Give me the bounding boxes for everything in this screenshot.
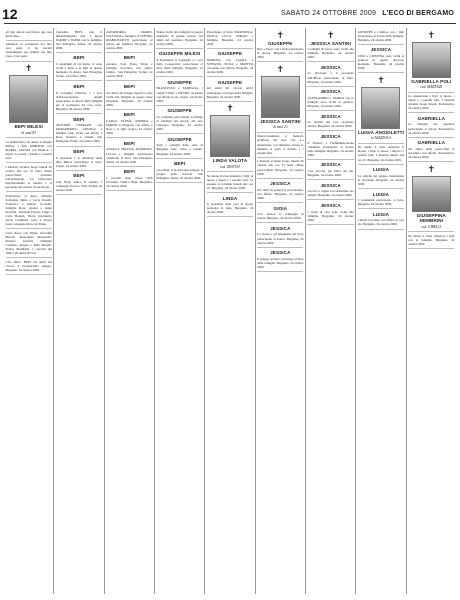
obituary-notice	[6, 229, 52, 258]
notice-text: Ciao Jessica, le compagne di scuola. Bergamo, 24 ottobre 2009.	[257, 212, 304, 221]
notice-text: Ciao piccola, gli amici del bar. Bergamo, 24 ottobre 2009.	[307, 168, 354, 178]
obituary-notice	[358, 73, 404, 144]
deceased-name: LUIGIA	[372, 191, 390, 197]
portrait-photo	[412, 176, 451, 212]
obituary-notice	[207, 49, 253, 77]
obituary-column	[356, 28, 406, 594]
obituary-notice	[156, 106, 202, 134]
obituary-notice	[106, 110, 152, 138]
notice-text: La direzione e il personale dell'ufficio partecipano al lutto. Bergamo, 24 ottobre 2009.	[307, 71, 354, 84]
newspaper-name: L'ECO DI BERGAMO	[382, 10, 454, 17]
obituary-notice	[207, 28, 253, 49]
obituary-notice	[257, 62, 303, 133]
notice-text: I coscritti della classe 1926 ricordano l'amico Bepi. Bergamo, 24 ottobre 2009.	[106, 175, 153, 189]
notice-text: Partecipano al lutto: famiglia Sonzogni, Mario e Lucia Pesenti, Francesco e Marisa Locatelli, famiglia Rota, Gianni e Anna Previtali, Adelaide Ferrari, Luigi e Carla Bonetti, Pietro Invernizzi, Silvia Carminati, Gino e Teresa Gotti, Giuseppe Rota con Elena.	[5, 193, 52, 227]
notice-text: La classe e gli insegnanti del liceo partecipano al dolore. Bergamo, 24 ottobre 2009.	[257, 232, 304, 245]
notice-text: Il Consiglio Direttivo e i soci dell'Associazione Alpini partecipano al dolore della famiglia per la scomparsa del caro socio. Bergamo, 24 ottobre 2009.	[55, 90, 103, 111]
obituary-notice	[106, 167, 152, 191]
deceased-name: BEPI	[73, 149, 85, 155]
obituary-notice	[6, 163, 52, 192]
obituary-notice	[156, 159, 202, 183]
obituary-notice	[408, 138, 454, 162]
cross-icon: ✝	[377, 74, 385, 85]
notice-text: Gli amici del Gruppo Sportivo sono vicini alla famiglia in questo triste momento. Bergamo, 24 ottobre 2009.	[106, 90, 153, 107]
obituary-notice	[106, 138, 152, 166]
deceased-name: JESSICA	[270, 181, 291, 187]
deceased-name: BEPI	[174, 161, 186, 167]
obituary-notice	[156, 134, 202, 158]
deceased-name: BEPI MILESI	[14, 124, 43, 130]
obituary-notice	[257, 203, 303, 223]
notice-text: Ne danno il triste annuncio i figli con le famiglie. Bergamo, 24 ottobre 2009.	[408, 233, 455, 246]
obituary-notice	[408, 28, 454, 93]
obituary-notice	[56, 114, 102, 147]
notice-text: Carlo Rossi con Maria, Giovanni Bertoli, Alessandra Mazzoleni, Roberto Arnoldi, Famiglia Cattaneo, Angelo e Rina Moretti, Franca Brembilla, i coscritti del 1926 e gli amici del bar.	[5, 230, 52, 256]
notice-text: Gli amici del circolo ACLI partecipano al dolore della famiglia. Bergamo, 24 ottobre 2009.	[206, 86, 254, 99]
notice-text: GIUSEPPE e CARLA con i figli partecipano al dolore della famiglia. Bergamo, 24 ottobre 2009.	[357, 29, 405, 42]
obituary-column	[256, 28, 306, 594]
notice-text: I colleghi di lavoro sono vicini alla famiglia. Bergamo, 24 ottobre 2009.	[307, 47, 354, 60]
deceased-subtitle: ved. GIRELLI	[421, 224, 442, 229]
notice-text: Tutti i colleghi della sede di Bergamo sono vicini a Gianni. Bergamo, 24 ottobre 2009.	[156, 143, 203, 156]
deceased-name: JESSICA	[270, 250, 291, 256]
obituary-column	[105, 28, 155, 594]
notice-text: ANGELA, MILENA, MAURIZIO, LUCIA e famiglie partecipano commossi al lutto. San Pellegrino Terme, 24 ottobre 2009.	[106, 147, 153, 164]
page-number: 12	[2, 6, 18, 22]
portrait-photo	[412, 42, 451, 78]
deceased-name: GIUSEPPINA NEMBRINI	[416, 212, 446, 224]
notice-text: I nipoti ricordano con affetto la cara zia. Bergamo, 24 ottobre 2009.	[357, 218, 405, 227]
obituary-notice	[408, 232, 454, 249]
deceased-subtitle: di anni 83	[21, 130, 36, 135]
deceased-name: JESSICA	[370, 47, 392, 53]
notice-text: La comunità parrocchiale si stringe ai familiari nel ricordo del caro Giuseppe. Bergamo, 24 ottobre 2009.	[156, 114, 203, 132]
deceased-name: GIUSEPPE	[217, 79, 243, 85]
obituary-notice	[257, 223, 303, 247]
obituary-notice	[307, 131, 353, 159]
obituary-notice	[156, 49, 202, 77]
cross-icon: ✝	[24, 63, 33, 74]
notice-text: Carissimo BEPI, non ti dimenticheremo mai. I nipoti PARIDE e FABIO con le famiglie. San Pellegrino Terme, 24 ottobre 2009.	[55, 29, 103, 50]
obituary-notice	[56, 28, 102, 53]
deceased-name: LUIGIA ANGIOLETTI	[357, 129, 404, 135]
obituary-notice	[6, 138, 52, 163]
deceased-name: JESSICA	[320, 113, 341, 119]
portrait-photo	[261, 76, 300, 118]
deceased-name: GABRIELLA	[417, 140, 446, 146]
obituary-notice	[56, 171, 102, 195]
obituary-notice	[358, 144, 404, 165]
obituary-notice	[408, 93, 454, 114]
notice-text: Improvvisamente è mancata all'affetto dei suoi cari. Lo annunciano con immenso dolore la mamma, il papà, il fratello e i parenti tutti.	[257, 134, 304, 155]
deceased-name: GIUSEPPE	[167, 136, 192, 142]
notice-text: Ciao amico. BEPI. Gli amici del circolo ti ricorderanno sempre. Bergamo, 24 ottobre 2009.	[5, 259, 52, 273]
notice-text: Annuncio la scomparsa del mio caro papà, ci ha lasciati serenamente: per sempre nel mio cuore. Ciao papà.	[5, 42, 52, 59]
obituary-notice	[257, 133, 303, 158]
notice-text: Gli amici della parrocchia la ricordano con affetto. Ponteranica, 24 ottobre 2009.	[408, 146, 455, 160]
notice-text: PATRIZIA con LAURA e STEFANO, ELISA e MATTEO ricordano con affetto. Bergamo, 24 ottobre 2009.	[206, 57, 254, 75]
obituary-notice	[307, 62, 353, 86]
obituary-notice	[207, 77, 253, 101]
notice-text: Ciao Bepi, amico di sempre. I compagni di pesca. Villa d'Almè, 24 ottobre 2009.	[55, 180, 103, 193]
obituary-notice	[257, 179, 303, 203]
notice-text: Il gruppo sportivo partecipa al lutto della famiglia. Bergamo, 24 ottobre 2009.	[257, 256, 304, 270]
obituary-notice	[358, 209, 404, 229]
obituary-notice	[307, 160, 353, 180]
notice-text: Ne danno il triste annuncio il marito, i figli, le nuore, i nipoti e i parenti tutti. I funerali lunedì alle ore 10. Bergamo, 24 ottobre 2009.	[357, 145, 405, 162]
obituary-notice	[358, 165, 404, 189]
obituary-notice	[307, 28, 353, 62]
deceased-name: GIUSEPPE	[167, 79, 192, 85]
obituary-notice	[358, 28, 404, 45]
notice-text: ZANANDREA MARIO, GIULIANA e famiglie, il CENTRO RIABILITATIVO partecipano al dolore dei familiari. Bergamo, 24 ottobre 2009.	[106, 29, 153, 50]
notice-text: Il Sindaco e l'Amministrazione comunale partecipano al dolore della famiglia. Bergamo, 24 ottobre 2009.	[307, 140, 354, 157]
deceased-name: LINDA	[222, 195, 238, 201]
deceased-name: GABRIELLA	[417, 115, 446, 121]
obituary-notice	[358, 45, 404, 73]
notice-text: I condomini di via Roma 12 sono vicini a Rosa e ai figli in questo momento di dolore. San Pellegrino Terme, 24 ottobre 2009.	[55, 62, 103, 79]
portrait-photo	[361, 87, 400, 129]
obituary-notice	[156, 77, 202, 105]
deceased-name: GIUSEPPE	[268, 40, 293, 46]
notice-text: Siamo vicini alla famiglia in questo momento di grande dolore. Gli amici del quartiere. Bergamo, 24 ottobre 2009.	[156, 29, 203, 46]
obituary-notice	[6, 41, 52, 62]
obituary-notice	[106, 28, 152, 53]
notice-text: I funerali avranno luogo lunedì 26 ottobre alle ore 15 nella chiesa parrocchiale. Bergamo, 24 ottobre 2009.	[257, 159, 304, 176]
deceased-name: BEPI	[73, 173, 85, 179]
deceased-name: BEPI	[123, 83, 135, 89]
deceased-name: LUIGIA	[372, 167, 390, 173]
obituary-notice	[207, 172, 253, 193]
obituary-notice	[358, 189, 404, 209]
deceased-name: JESSICA	[320, 202, 341, 208]
notice-text: EZIO e CRISTINA sono vicini ai genitori in questo doloroso momento. Bergamo, 24 ottobre 2009.	[357, 53, 405, 71]
cross-icon: ✝	[427, 163, 436, 174]
deceased-name: GIOIA	[273, 205, 288, 211]
obituary-notice	[408, 162, 454, 232]
obituary-column	[155, 28, 205, 594]
obituary-notice	[156, 28, 202, 49]
deceased-name: JESSICA	[270, 225, 291, 231]
obituary-notice	[307, 111, 353, 131]
deceased-name: BEPI	[73, 83, 85, 89]
notice-text: Il personale e la direzione della ditta Milesi partecipano al lutto. Zogno, 24 ottobre 2009.	[55, 155, 103, 168]
deceased-name: JESSICA	[320, 162, 341, 168]
notice-text: Il personale della casa di riposo partecipa al lutto. Bergamo, 24 ottobre 2009.	[206, 202, 254, 215]
cross-icon: ✝	[226, 103, 234, 114]
deceased-name: LINDA VALOTA	[212, 158, 248, 164]
obituary-columns	[4, 28, 456, 594]
notice-text: ALESSANDRO e MARTA con le famiglie sono vicini ai genitori. Bergamo, 24 ottobre 2009.	[307, 95, 354, 109]
notice-text: Il Presidente, il Consiglio e i soci della Cooperativa partecipano al lutto della famiglia. Bergamo, 24 ottobre 2009.	[156, 57, 203, 75]
notice-text: Lo annunciano i figli, le nuore, i nipoti e i parenti tutti. I funerali avranno luogo lunedì. Ponteranica, 24 ottobre 2009.	[408, 94, 455, 111]
publication-date: SABATO 24 OTTOBRE 2009	[281, 10, 377, 17]
notice-text: FRANCESCO e FAMIGLIA, i cugini LUIGI e PIETRO ricordano con affetto lo zio. Zogno, 24 ottobre 2009.	[156, 86, 203, 103]
obituary-notice	[207, 193, 253, 217]
obituary-notice	[106, 53, 152, 81]
cross-icon: ✝	[326, 29, 335, 40]
deceased-name: BEPI	[123, 140, 135, 146]
obituary-notice	[6, 62, 52, 139]
notice-text: Rita e Paolo con i figli partecipano al dolore. Bergamo, 24 ottobre 2009.	[257, 47, 304, 60]
obituary-notice	[56, 53, 102, 81]
notice-text: Le amiche del coro ricordano Jessica. Bergamo, 24 ottobre 2009.	[307, 120, 354, 129]
obituary-column	[306, 28, 356, 594]
obituary-notice	[106, 81, 152, 109]
page-header	[0, 0, 460, 26]
cross-icon: ✝	[427, 29, 436, 40]
notice-text: Partecipano al lutto: EMANUELA, PAOLA, LUCA, SERGIO e famiglie. Bergamo, 24 ottobre 2009.	[206, 29, 254, 46]
notice-text: Ne danno il triste annuncio i figli, le nuore, i nipoti e i parenti tutti. Le esequie si terranno lunedì alle ore 10. Bergamo, 24 ottobre 2009.	[206, 173, 254, 190]
deceased-name: GIUSEPPE	[217, 51, 243, 57]
obituary-notice	[307, 87, 353, 111]
deceased-subtitle: ved. MARENZI	[420, 85, 443, 90]
notice-text: ANTONIO CERRIANI con MARGHERITA, ANGELO e famiglia sono vicini con affetto a Rosa, Roberto e Gianni. San Pellegrino Terme, 24 ottobre 2009.	[55, 123, 103, 144]
deceased-name: JESSICA	[320, 133, 341, 139]
notice-text: I funerali avranno luogo lunedì 26 ottobre alle ore 10 nella chiesa parrocchiale partendo dall'abitazione. Un particolare ringraziamento ai medici e al personale del reparto di oncologia.	[5, 164, 52, 189]
obituary-column	[4, 28, 54, 594]
deceased-name: GIUSEPPE MILESI	[158, 51, 201, 57]
obituary-notice	[307, 180, 353, 200]
cross-icon: ✝	[276, 29, 285, 40]
deceased-name: BEPI	[73, 116, 85, 122]
obituary-column	[407, 28, 456, 594]
obituary-column	[54, 28, 104, 594]
portrait-photo	[9, 75, 48, 123]
obituary-notice	[307, 200, 353, 224]
deceased-name: JESSICA	[320, 182, 341, 188]
obituary-notice	[207, 102, 253, 173]
deceased-name: GABRIELLA POLI	[411, 78, 452, 84]
deceased-name: JESSICA SANTINI	[259, 118, 301, 124]
deceased-subtitle: in MAZZOLA	[371, 136, 391, 141]
deceased-name: JESSICA	[320, 64, 341, 70]
deceased-subtitle: di anni 23	[273, 125, 288, 130]
deceased-name: BEPI	[73, 55, 85, 61]
notice-text: CARLO, ELENA, ANDREA e MARTA si stringono con affetto a Rosa e ai figli. Zogno, 24 ottobre 2009.	[106, 119, 153, 136]
notice-text: Antonio, Ivan, Paola, Silvio e famiglie ricordano con affetto l'amico. San Pellegrino Terme, 24 ottobre 2009.	[106, 62, 153, 79]
obituary-column	[205, 28, 255, 594]
notice-text: Le amiche del gruppo missionario la ricordano. Bergamo, 24 ottobre 2009.	[357, 173, 405, 186]
deceased-name: LUIGIA	[372, 211, 390, 217]
notice-text: Lo annunciano con dolore la moglie ROSA, i figli ROBERTO con MARIA, GIANNI con PAOLA, i nipoti, la sorella, i fratelli e i parenti tutti.	[5, 139, 52, 160]
obituary-notice	[408, 113, 454, 137]
header-info	[281, 10, 454, 17]
notice-text: Le famiglie del quartiere partecipano al dolore. Ponteranica, 24 ottobre 2009.	[408, 122, 455, 135]
deceased-name: JESSICA SANTINI	[310, 40, 351, 46]
notice-text: I condomini partecipano al lutto. Bergamo, 24 ottobre 2009.	[357, 198, 405, 207]
deceased-name: JESSICA	[320, 89, 341, 95]
deceased-name: BEPI	[123, 169, 135, 175]
notice-text: Gli zii e i cugini ti ricorderanno per sempre. Bergamo, 24 ottobre 2009.	[307, 189, 354, 198]
deceased-name: BEPI	[123, 112, 135, 118]
obituary-notice	[257, 28, 303, 62]
header-rule	[4, 23, 456, 24]
deceased-subtitle: ved. ZENONI	[220, 164, 240, 169]
obituary-notice	[56, 81, 102, 114]
obituary-notice	[257, 248, 303, 272]
cross-icon: ✝	[276, 63, 285, 74]
obituary-notice	[6, 258, 52, 275]
notice-text: I vicini di casa sono vicini alla famiglia. Bergamo, 24 ottobre 2009.	[307, 209, 354, 222]
notice-text: «Il mio amore non finisce qui, non finirà mai».	[5, 29, 52, 38]
deceased-name: BEPI	[123, 55, 135, 61]
portrait-photo	[210, 115, 249, 157]
notice-text: Gli amici di sempre ti ricorderanno con affetto. Bergamo, 24 ottobre 2009.	[257, 187, 304, 200]
obituary-notice	[56, 147, 102, 171]
obituary-notice	[6, 192, 52, 229]
obituary-notice	[257, 158, 303, 179]
obituary-notice	[6, 28, 52, 41]
deceased-name: GIUSEPPE	[167, 108, 192, 114]
notice-text: Ciao Bepi, ti ricorderemo sempre. Il gruppo della briscola. San Pellegrino Terme, 24 ottobre 2009.	[156, 167, 203, 180]
